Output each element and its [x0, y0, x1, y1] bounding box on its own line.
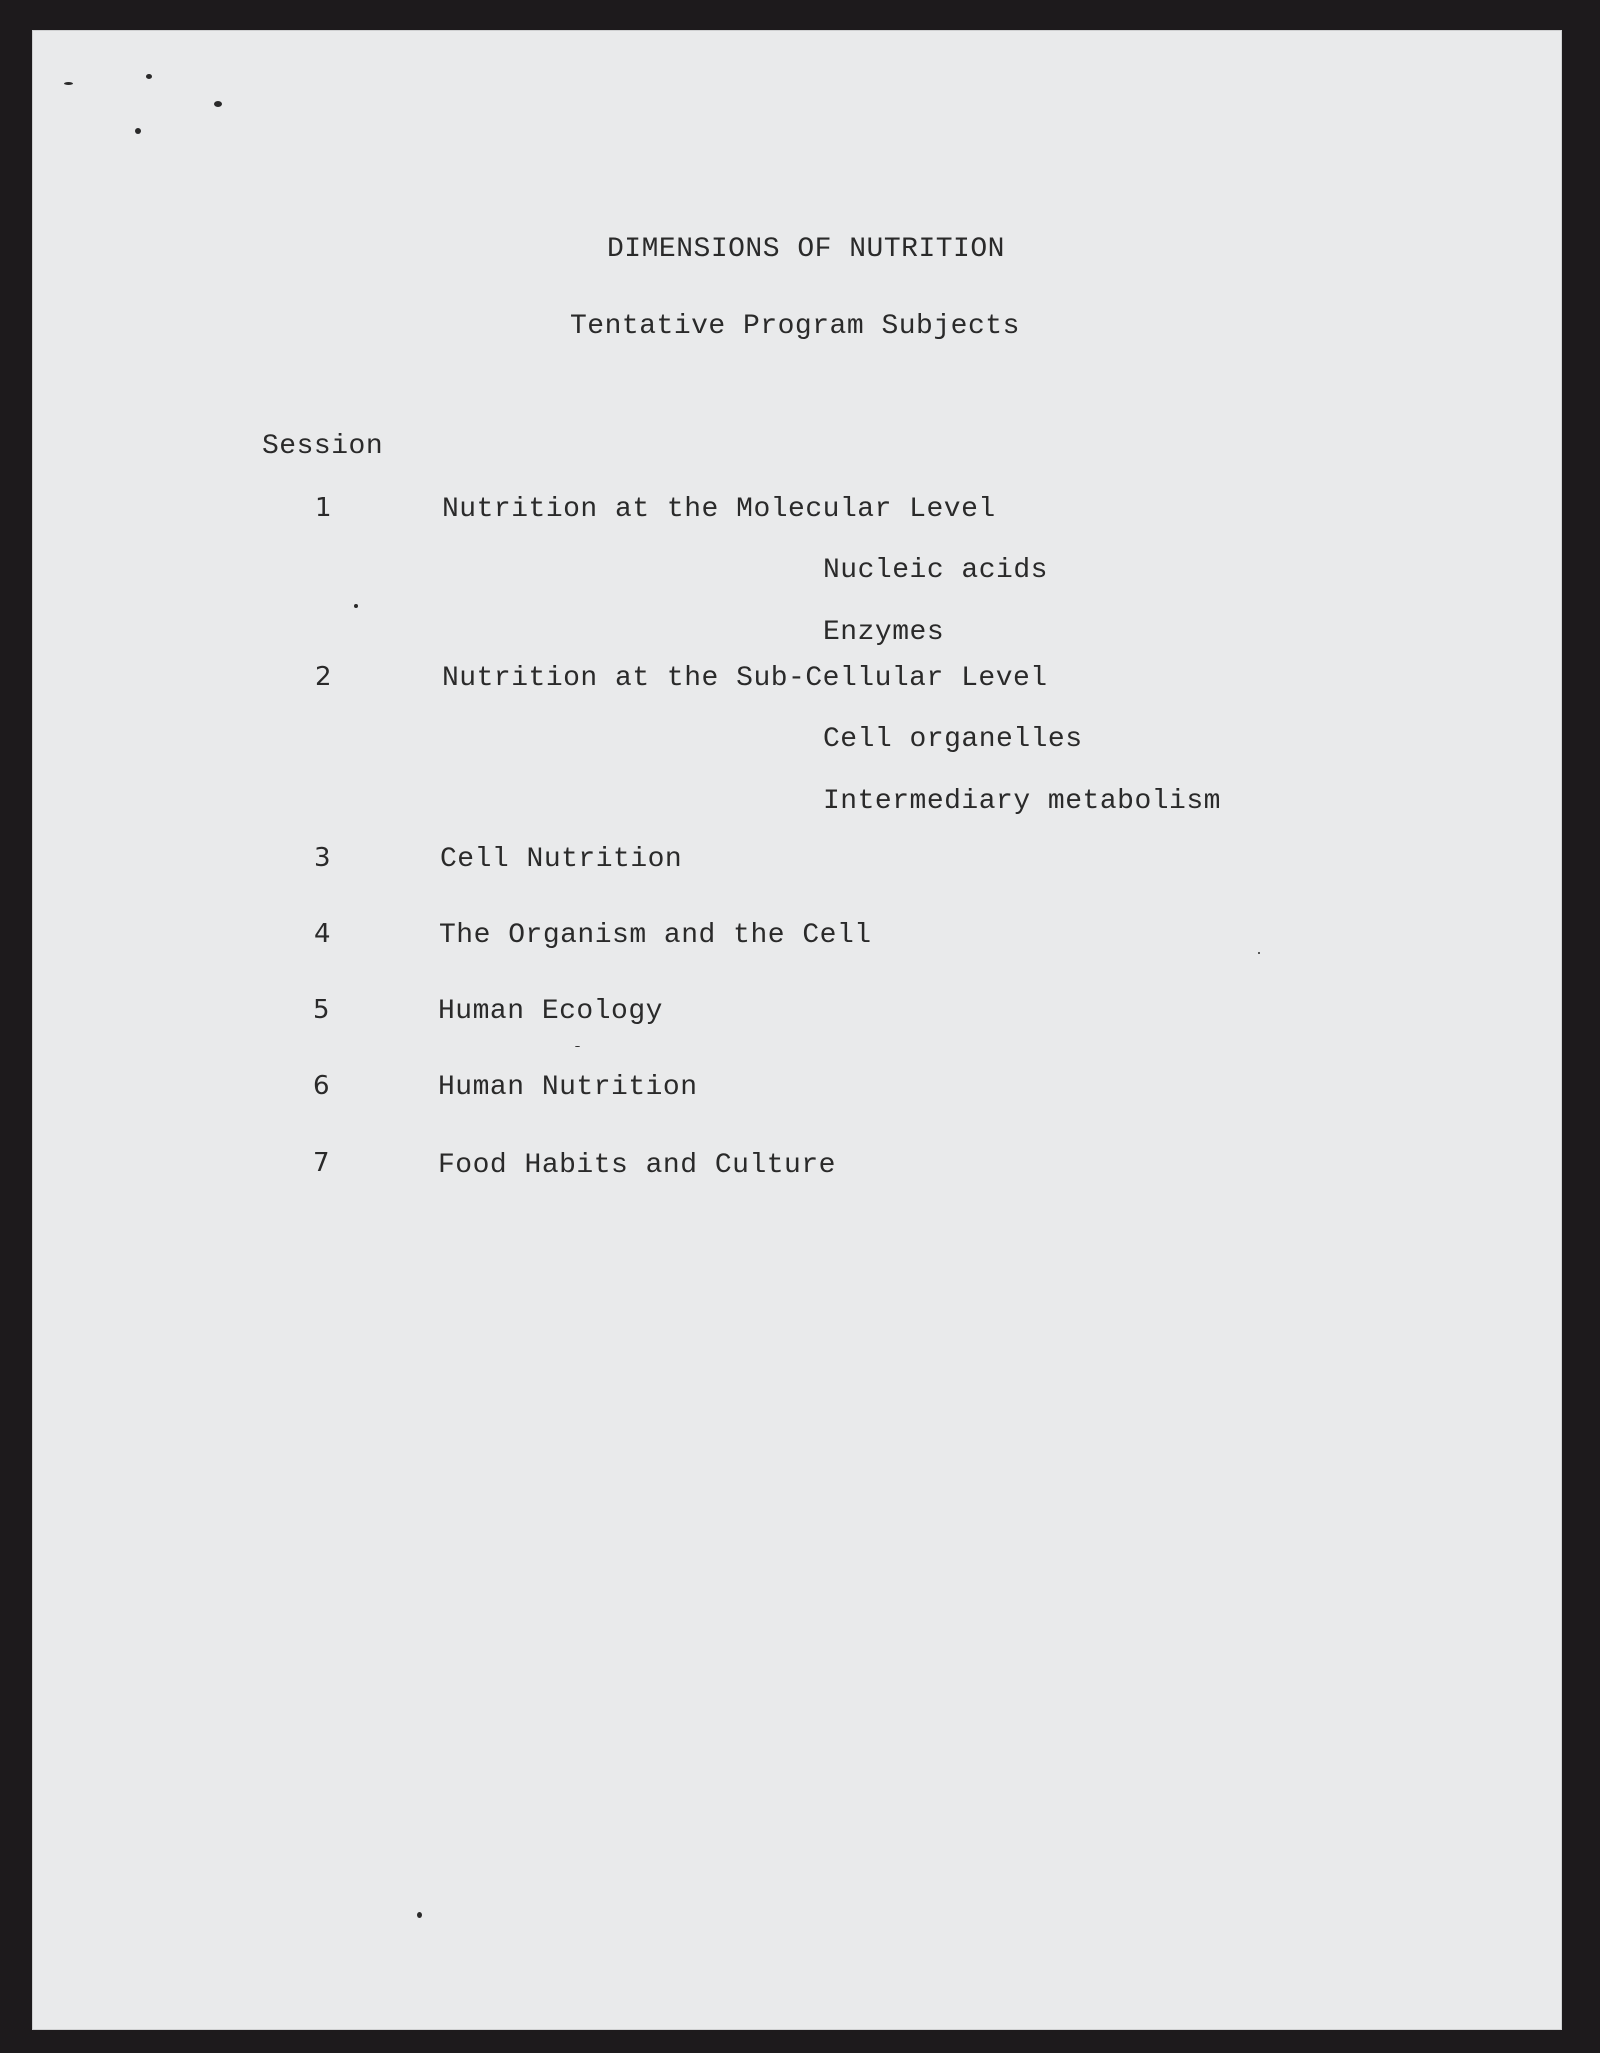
session-number: 2: [315, 662, 333, 692]
session-title: Cell Nutrition: [440, 844, 683, 875]
dust-speck: [1258, 952, 1260, 954]
dust-speck: [135, 128, 141, 134]
page-subtitle: Tentative Program Subjects: [570, 311, 1020, 342]
session-title: Human Ecology: [438, 996, 663, 1027]
dust-speck: [214, 101, 222, 107]
session-column-header: Session: [262, 431, 384, 462]
session-title: Human Nutrition: [438, 1072, 698, 1103]
dust-speck: [64, 82, 73, 85]
session-number: 3: [314, 843, 332, 873]
session-number: 6: [313, 1071, 331, 1101]
session-number: 7: [313, 1148, 331, 1178]
page-title: DIMENSIONS OF NUTRITION: [607, 234, 1005, 265]
session-subtopic: Enzymes: [823, 617, 945, 648]
dust-speck: [417, 1912, 422, 1918]
session-title: Nutrition at the Molecular Level: [442, 494, 996, 525]
session-title: Food Habits and Culture: [438, 1150, 836, 1181]
dust-speck: [146, 74, 152, 79]
session-title: Nutrition at the Sub-Cellular Level: [442, 663, 1048, 694]
session-number: 4: [314, 919, 332, 949]
session-subtopic: Nucleic acids: [823, 555, 1048, 586]
dust-speck: [575, 1046, 580, 1047]
session-subtopic: Cell organelles: [823, 724, 1083, 755]
session-title: The Organism and the Cell: [439, 920, 872, 951]
session-subtopic: Intermediary metabolism: [823, 786, 1221, 817]
session-number: 5: [313, 995, 331, 1025]
document-page: [32, 30, 1562, 2030]
session-number: 1: [315, 493, 333, 523]
dust-speck: [354, 604, 358, 608]
